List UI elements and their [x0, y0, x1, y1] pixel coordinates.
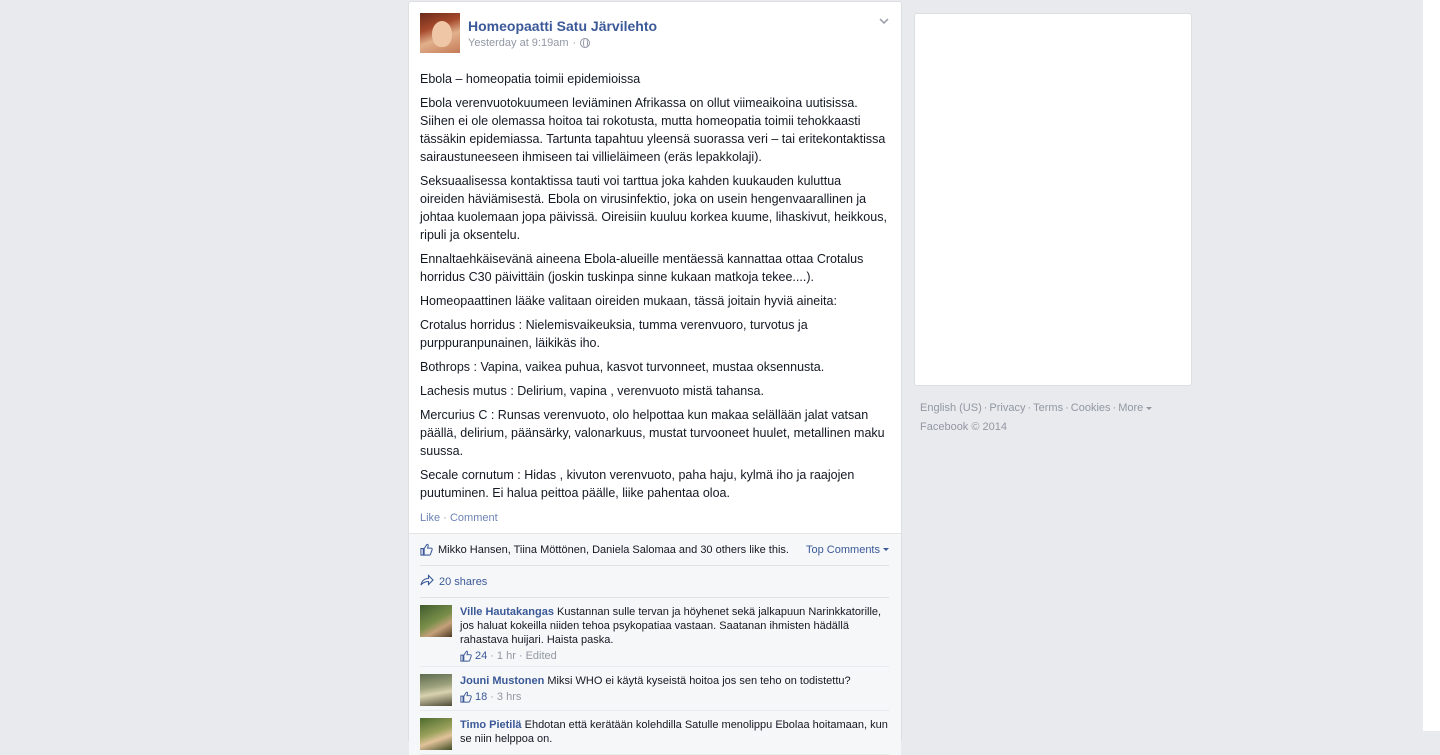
commenter-name-link[interactable]: Timo Pietilä — [460, 719, 522, 731]
footer-link-cookies[interactable]: Cookies — [1070, 402, 1111, 414]
comment-like-count[interactable]: 24 — [460, 650, 487, 662]
comment-time[interactable]: 3 hrs — [496, 691, 522, 703]
commenter-avatar[interactable] — [420, 605, 452, 637]
top-comments-label: Top Comments — [806, 543, 880, 556]
comment-text-block — [460, 605, 889, 647]
author-name-link[interactable]: Homeopaatti Satu Järvilehto — [468, 18, 658, 34]
shares-row — [420, 566, 889, 598]
comment-meta: 18 · 3 hrs — [460, 691, 851, 703]
comment-meta: 24 · 1 hr · Edited — [460, 650, 889, 662]
post-paragraph: Secale cornutum : Hidas , kivuton verenvuoto, paha haju, kylmä iho ja raajojen puutuminen. Ei halua peittoa päälle, liike pahentaa oloa. — [420, 468, 855, 500]
like-link[interactable]: Like — [420, 512, 441, 524]
footer-copyright: Facebook © 2014 — [920, 421, 1007, 433]
post-title: Ebola – homeopatia toimii epidemioissa — [420, 72, 641, 86]
post-paragraph: Ennaltaehkäisevänä aineena Ebola-alueille mentäessä kannattaa ottaa Crotalus horridus C30 päivittäin (joskin tuskinpa sinne kukaan matkoja tekee....). — [420, 252, 864, 284]
commenter-name-link[interactable]: Ville Hautakangas — [460, 606, 554, 618]
post-paragraph: Lachesis mutus : Delirium, vapina , verenvuoto mistä tahansa. — [420, 384, 764, 398]
top-comments-dropdown[interactable] — [806, 544, 889, 556]
post-card — [408, 1, 902, 745]
sidebar-panel — [914, 13, 1192, 386]
comment-text: Kustannan sulle tervan ja höyhenet sekä jalkapuun Narinkkatorille, jos haluat kokeilla niiden tehoa psykopatiaa vastaan. Saatanan ihmisten hädällä rahastava huijari. Haista paska. — [460, 606, 882, 646]
commenter-avatar[interactable] — [420, 674, 452, 706]
comment-text: Miksi WHO ei käytä kyseistä hoitoa jos sen teho on todistettu? — [547, 675, 851, 687]
footer-link-more[interactable]: More — [1118, 402, 1152, 414]
post-paragraph: Ebola verenvuotokuumeen leviäminen Afrikassa on ollut viimeaikoina uutisissa. Siihen ei ole olemassa hoitoa tai rokotusta, mutta homeopatia toimii tehokkaasti tässäkin epidemiassa. Tartunta tapahtuu yleensä suorassa veri – tai eritekontaktissa sairaustuneeseen ihmiseen tai villieläimeen (eräs lepakkolaji). — [420, 96, 886, 164]
thumbs-up-icon — [460, 650, 472, 662]
author-avatar[interactable] — [420, 13, 460, 53]
comment-text-block — [460, 718, 889, 746]
post-meta — [468, 37, 590, 49]
post-header — [409, 2, 901, 62]
window-edge — [1423, 0, 1440, 731]
comment-item — [420, 598, 889, 667]
meta-separator: · — [572, 37, 577, 49]
caret-down-icon — [883, 548, 889, 551]
comment-item — [420, 667, 889, 711]
comment-edited[interactable]: Edited — [525, 650, 557, 662]
footer-link-privacy[interactable]: Privacy — [989, 402, 1026, 414]
comment-text: Ehdotan että kerätään kolehdilla Satulle menolippu Ebolaa hoitamaan, kun se niin helppoa on. — [460, 719, 888, 745]
globe-icon — [580, 38, 590, 48]
post-paragraph: Crotalus horridus : Nielemisvaikeuksia, tumma verenvuoro, turvotus ja purppuranpunainen, läikikäs iho. — [420, 318, 808, 350]
action-separator: · — [443, 512, 447, 524]
share-arrow-icon — [420, 574, 434, 589]
chevron-down-icon[interactable] — [879, 16, 889, 26]
comment-text-block — [460, 674, 851, 688]
thumbs-up-icon — [420, 543, 433, 556]
comment-like-count[interactable]: 18 — [460, 691, 487, 703]
caret-down-icon — [1146, 407, 1152, 410]
post-paragraph: Bothrops : Vapina, vaikea puhua, kasvot turvonneet, mustaa oksennusta. — [420, 360, 825, 374]
commenter-name-link[interactable]: Jouni Mustonen — [460, 675, 545, 687]
post-paragraph: Mercurius C : Runsas verenvuoto, olo helpottaa kun makaa selällään jalat vatsan päällä, delirium, päänsärky, valonarkuus, mustat turvooneet huulet, metallinen maku suussa. — [420, 408, 885, 458]
comment-item — [420, 711, 889, 755]
post-paragraph: Seksuaalisessa kontaktissa tauti voi tarttua joka kahden kuukauden kuluttua oireiden häviämisestä. Ebola on virusinfektio, joka on usein hengenvaarallinen ja johtaa kuolemaan jopa päivissä. Oireisiin kuuluu korkea kuume, lihaskivut, heikkous, ripuli ja oksentelu. — [420, 174, 887, 242]
comment-time[interactable]: 1 hr — [496, 650, 516, 662]
comment-link[interactable]: Comment — [449, 512, 498, 524]
likes-summary[interactable]: Mikko Hansen, Tiina Möttönen, Daniela Salomaa and 30 others like this. — [438, 543, 789, 556]
post-timestamp[interactable]: Yesterday at 9:19am — [468, 37, 569, 49]
post-body — [409, 62, 901, 502]
post-paragraph: Homeopaattinen lääke valitaan oireiden mukaan, tässä joitain hyviä aineita: — [420, 294, 837, 308]
feedback-section — [409, 533, 901, 755]
post-actions — [409, 508, 901, 533]
thumbs-up-icon — [460, 691, 472, 703]
likes-row — [420, 534, 889, 566]
page-footer: English (US) · Privacy · Terms · Cookies · More Facebook © 2014 — [920, 399, 1180, 437]
footer-link-terms[interactable]: Terms — [1033, 402, 1064, 414]
commenter-avatar[interactable] — [420, 718, 452, 750]
shares-count-link[interactable]: 20 shares — [439, 575, 488, 588]
footer-link-language[interactable]: English (US) — [920, 402, 982, 414]
